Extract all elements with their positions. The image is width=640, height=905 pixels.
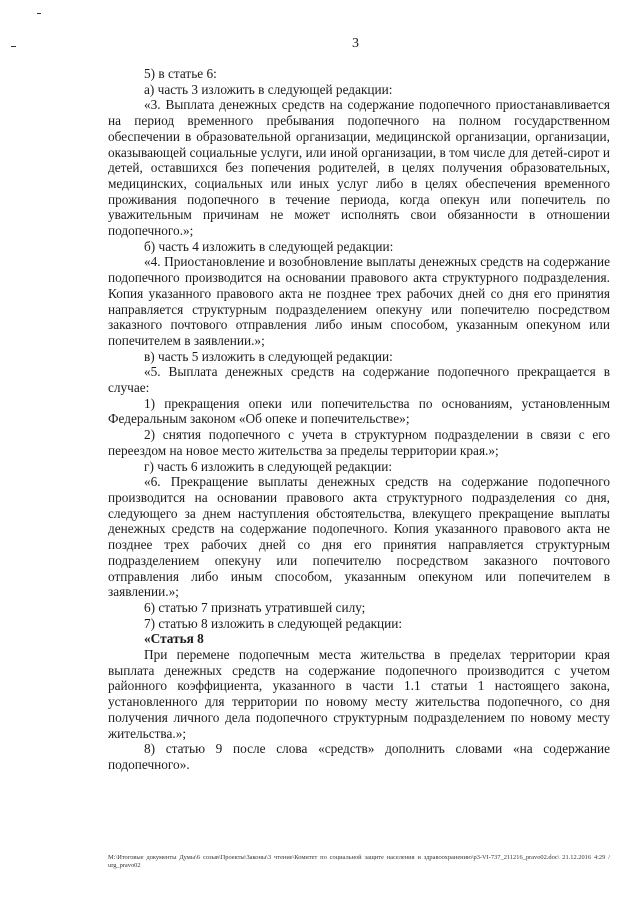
page-number: 3 (352, 36, 359, 51)
paragraph-article-7: 6) статью 7 признать утратившей силу; (144, 599, 366, 615)
paragraph-part-5-item-2: 2) снятия подопечного с учета в структурном подразделении в связи с его переездом на новое место жительства за пределы территории края.»; (108, 427, 610, 458)
margin-mark-top (37, 13, 41, 14)
paragraph-part-5-intro: в) часть 5 изложить в следующей редакции: (144, 348, 393, 364)
paragraph-article-8-text: При перемене подопечным места жительства в пределах территории края выплата денежных средств на содержание подопечного производится с учетом районного коэффициента, указанного в части 1.1 статьи 1 настоящего закона, установленного для территории по новому месту жительства подопечного, со дня получения личного дела подопечного структурным подразделением по новому месту жительства.»; (108, 647, 610, 741)
paragraph-article-6-intro: 5) в статье 6: (144, 66, 217, 81)
paragraph-part-5-text: «5. Выплата денежных средств на содержание подопечного прекращается в случае: (108, 364, 610, 396)
paragraph-article-9: 8) статью 9 после слова «средств» дополнить словами «на содержание подопечного». (108, 741, 610, 772)
paragraph-part-5-item-1: 1) прекращения опеки или попечительства по основаниям, установленным Федеральным законом «Об опеке и попечительстве»; (108, 395, 610, 427)
margin-mark-left (11, 46, 16, 47)
file-path-footer: M:\Итоговые документы Думы\6 созыв\Проекты\Законы\3 чтение\Комитет по социальной защите населения и здравоохранению\p3-VI-737_211216_pravo02.doc\ 21.12.2016 4:29 / urg_pravo02 (108, 854, 610, 869)
document-body (108, 66, 610, 773)
article-8-heading: «Статья 8 (144, 631, 204, 647)
paragraph-article-8-intro: 7) статью 8 изложить в следующей редакции: (144, 615, 403, 631)
paragraph-part-6-intro: г) часть 6 изложить в следующей редакции: (144, 458, 393, 474)
paragraph-part-3-intro: а) часть 3 изложить в следующей редакции: (144, 81, 393, 97)
paragraph-part-6-text: «6. Прекращение выплаты денежных средств на содержание подопечного производится на основании правового акта структурного подразделения со дня, следующего за днем наступления обстоятельства, влекущего прекращение выплаты денежных средств на содержание подопечного. Копия указанного правового акта не позднее трех рабочих дней со дня его принятия направляется структурным подразделением опекуну или попечителю посредством заказного почтового отправления либо иным способом, указанным опекуном или попечителем в заявлении.»; (108, 474, 610, 600)
paragraph-part-3-text: «3. Выплата денежных средств на содержание подопечного приостанавливается на период временного пребывания подопечного на полном государственном обеспечении в образовательной организации, медицинской организации, организации, оказывающей социальные услуги, или иной организации, в том числе для детей-сирот и детей, оставшихся без попечения родителей, в целях получения образовательных, медицинских, социальных или иных услуг либо в целях обеспечения временного проживания подопечного в течение периода, когда опекун или попечитель по уважительным причинам не может исполнять свои обязанности в отношении подопечного.»; (108, 97, 610, 239)
paragraph-part-4-intro: б) часть 4 изложить в следующей редакции: (144, 238, 394, 254)
paragraph-part-4-text: «4. Приостановление и возобновление выплаты денежных средств на содержание подопечного производится на основании правового акта структурного подразделения. Копия указанного правового акта не позднее трех рабочих дней со дня его принятия направляется структурным подразделением опекуну или попечителю посредством заказного почтового отправления либо иным способом, указанным опекуном или попечителем в заявлении.»; (108, 254, 610, 348)
